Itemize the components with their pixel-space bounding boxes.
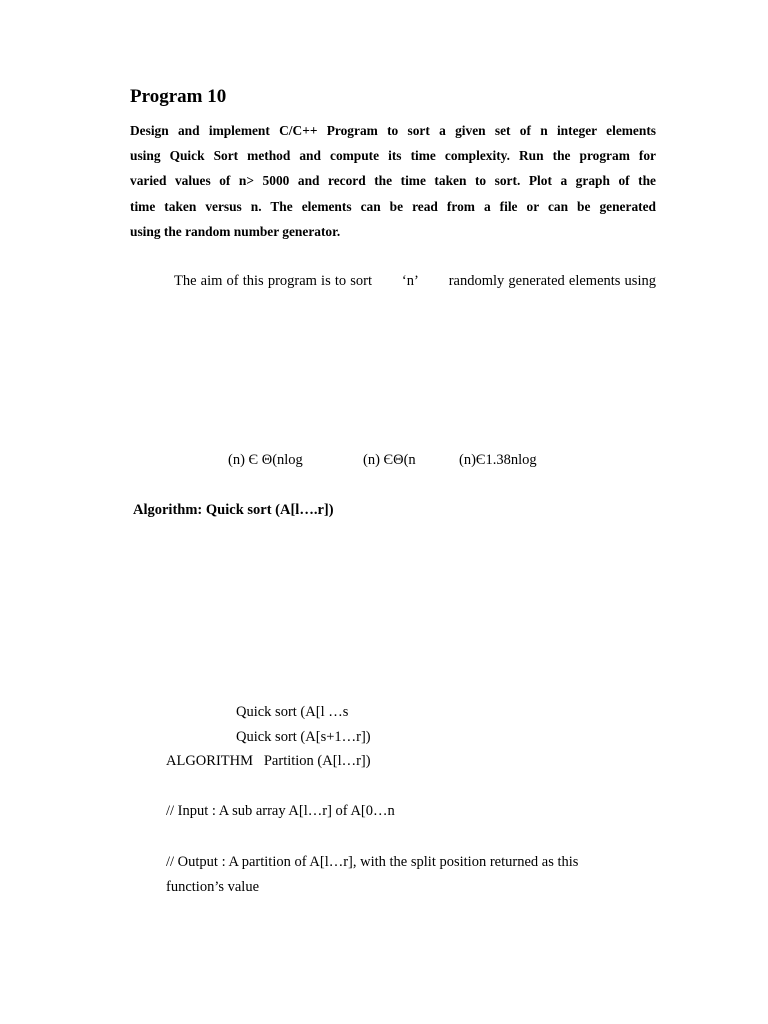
- statement-line: time taken versus n. The elements can be read from a file or can be generated: [130, 198, 656, 214]
- statement-line: using Quick Sort method and compute its time complexity. Run the program for: [130, 148, 656, 164]
- input-comment: // Input : A sub array A[l…r] of A[0…n: [166, 803, 395, 819]
- aim-text-part: The aim of this program is to sort: [174, 273, 373, 289]
- statement-line: Design and implement C/C++ Program to sort a given set of n integer elements: [130, 123, 656, 138]
- program-title: Program 10: [130, 86, 227, 107]
- output-comment: // Output : A partition of A[l…r], with the split position returned as this: [166, 854, 579, 870]
- aim-text-part: randomly generated elements using: [448, 273, 656, 289]
- aim-text-part: ‘n’: [401, 273, 419, 289]
- complexity-average-case: (n)Є1.38nlog: [459, 452, 537, 468]
- output-comment-continued: function’s value: [166, 879, 260, 895]
- algorithm-heading: Algorithm: Quick sort (A[l….r]): [133, 502, 334, 518]
- problem-statement: [130, 118, 656, 244]
- quicksort-call-left: Quick sort (A[l …s: [236, 704, 349, 720]
- quicksort-call-right: Quick sort (A[s+1…r]): [236, 729, 371, 745]
- complexity-worst-case: (n) ЄΘ(n: [363, 452, 416, 468]
- complexity-best-case: (n) Є Θ(nlog: [228, 452, 303, 468]
- statement-line: varied values of n> 5000 and record the time taken to sort. Plot a graph of the: [130, 173, 656, 189]
- partition-heading: ALGORITHM Partition (A[l…r]): [166, 753, 371, 769]
- aim-paragraph: [174, 273, 656, 290]
- statement-line: using the random number generator.: [130, 223, 341, 239]
